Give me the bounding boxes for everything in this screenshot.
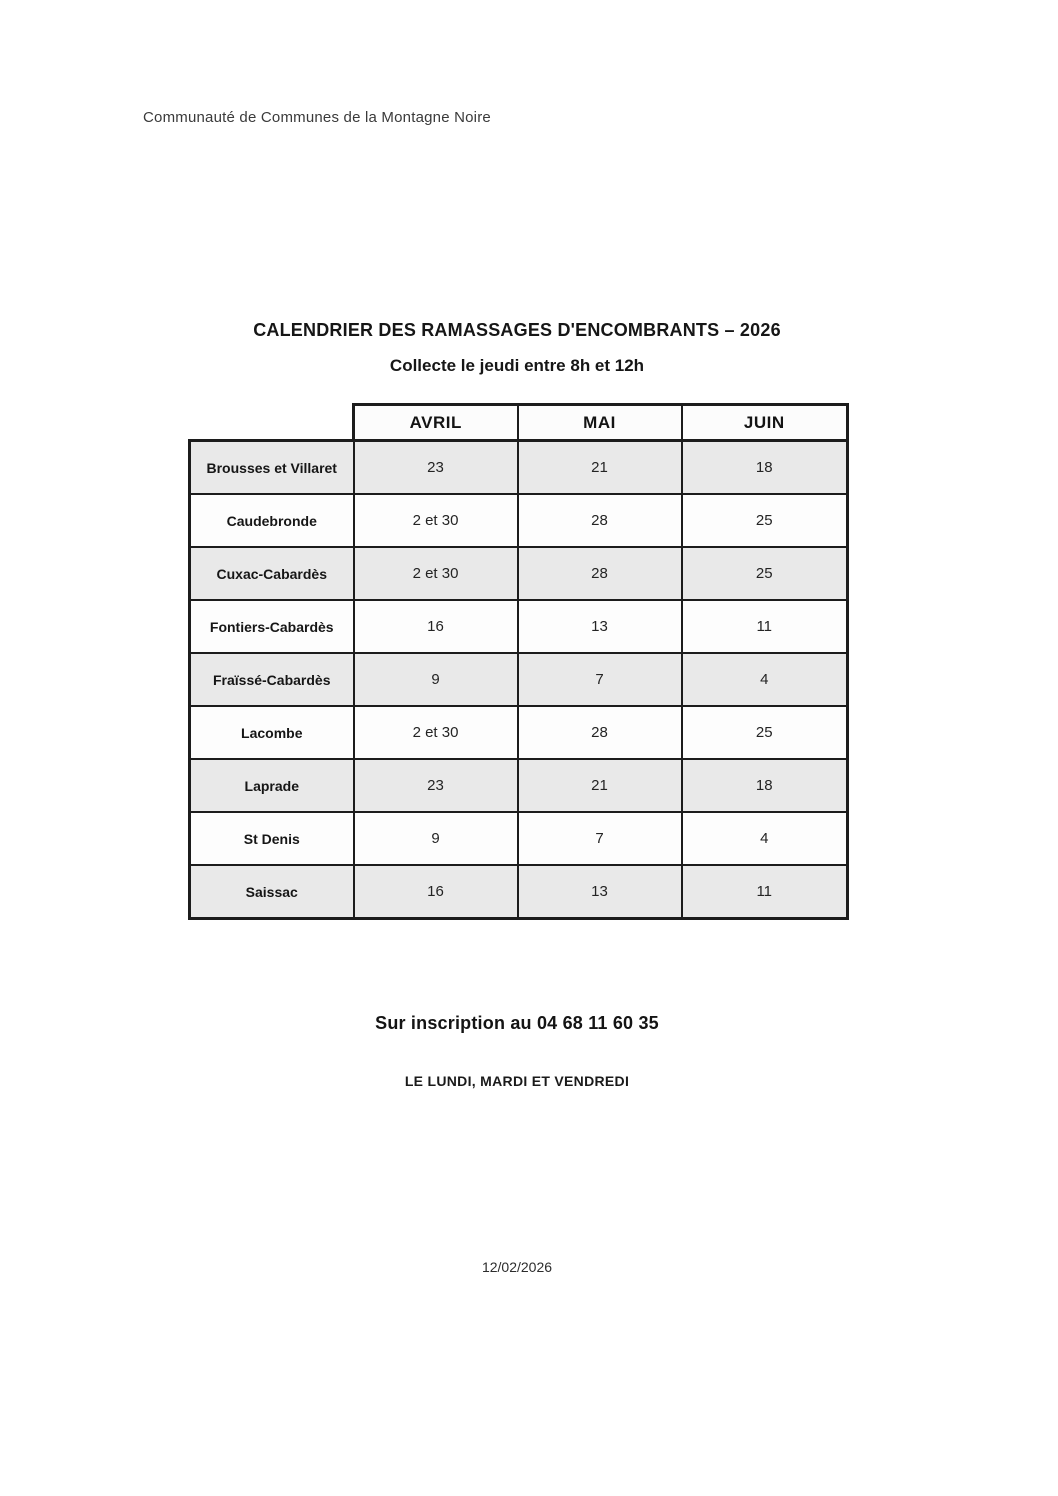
page-title: CALENDRIER DES RAMASSAGES D'ENCOMBRANTS – 2026	[253, 320, 781, 340]
collection-date-cell: 25	[682, 547, 848, 600]
calendar-table-body	[190, 441, 848, 919]
collection-date-cell: 9	[354, 653, 518, 706]
collection-date-cell: 2 et 30	[354, 706, 518, 759]
commune-name-cell: St Denis	[190, 812, 354, 865]
collection-date-cell: 2 et 30	[354, 494, 518, 547]
collection-date-cell: 21	[518, 759, 682, 812]
collection-calendar-table	[188, 403, 849, 920]
collection-date-cell: 23	[354, 759, 518, 812]
table-row	[190, 547, 848, 600]
commune-name-cell: Laprade	[190, 759, 354, 812]
collection-date-cell: 25	[682, 706, 848, 759]
collection-date-cell: 23	[354, 441, 518, 495]
collection-date-cell: 9	[354, 812, 518, 865]
column-header-avril: AVRIL	[354, 405, 518, 441]
organization-name: Communauté de Communes de la Montagne Noire	[143, 109, 491, 126]
registration-days-note: LE LUNDI, MARDI ET VENDREDI	[404, 1073, 630, 1089]
table-row	[190, 600, 848, 653]
column-header-juin: JUIN	[682, 405, 848, 441]
collection-date-cell: 7	[518, 653, 682, 706]
document-date: 12/02/2026	[481, 1259, 553, 1275]
collection-date-cell: 2 et 30	[354, 547, 518, 600]
commune-name-cell: Fontiers-Cabardès	[190, 600, 354, 653]
collection-date-cell: 28	[518, 706, 682, 759]
collection-date-cell: 4	[682, 812, 848, 865]
column-header-mai: MAI	[518, 405, 682, 441]
table-row	[190, 494, 848, 547]
collection-date-cell: 18	[682, 441, 848, 495]
collection-date-cell: 7	[518, 812, 682, 865]
table-row	[190, 653, 848, 706]
registration-phone-note: Sur inscription au 04 68 11 60 35	[375, 1013, 659, 1033]
collection-date-cell: 21	[518, 441, 682, 495]
commune-name-cell: Fraïssé-Cabardès	[190, 653, 354, 706]
commune-name-cell: Saissac	[190, 865, 354, 919]
page-subtitle: Collecte le jeudi entre 8h et 12h	[389, 356, 645, 375]
collection-date-cell: 4	[682, 653, 848, 706]
commune-name-cell: Caudebronde	[190, 494, 354, 547]
table-row	[190, 706, 848, 759]
collection-date-cell: 13	[518, 600, 682, 653]
table-header	[190, 405, 848, 441]
table-corner-cell	[190, 405, 354, 441]
table-row	[190, 812, 848, 865]
commune-name-cell: Lacombe	[190, 706, 354, 759]
collection-date-cell: 28	[518, 494, 682, 547]
table-row	[190, 759, 848, 812]
collection-date-cell: 16	[354, 600, 518, 653]
collection-date-cell: 16	[354, 865, 518, 919]
table-row	[190, 441, 848, 495]
table-row	[190, 865, 848, 919]
collection-date-cell: 25	[682, 494, 848, 547]
collection-date-cell: 13	[518, 865, 682, 919]
collection-date-cell: 18	[682, 759, 848, 812]
commune-name-cell: Brousses et Villaret	[190, 441, 354, 495]
collection-date-cell: 11	[682, 600, 848, 653]
commune-name-cell: Cuxac-Cabardès	[190, 547, 354, 600]
collection-date-cell: 11	[682, 865, 848, 919]
table-header-row	[190, 405, 848, 441]
collection-date-cell: 28	[518, 547, 682, 600]
